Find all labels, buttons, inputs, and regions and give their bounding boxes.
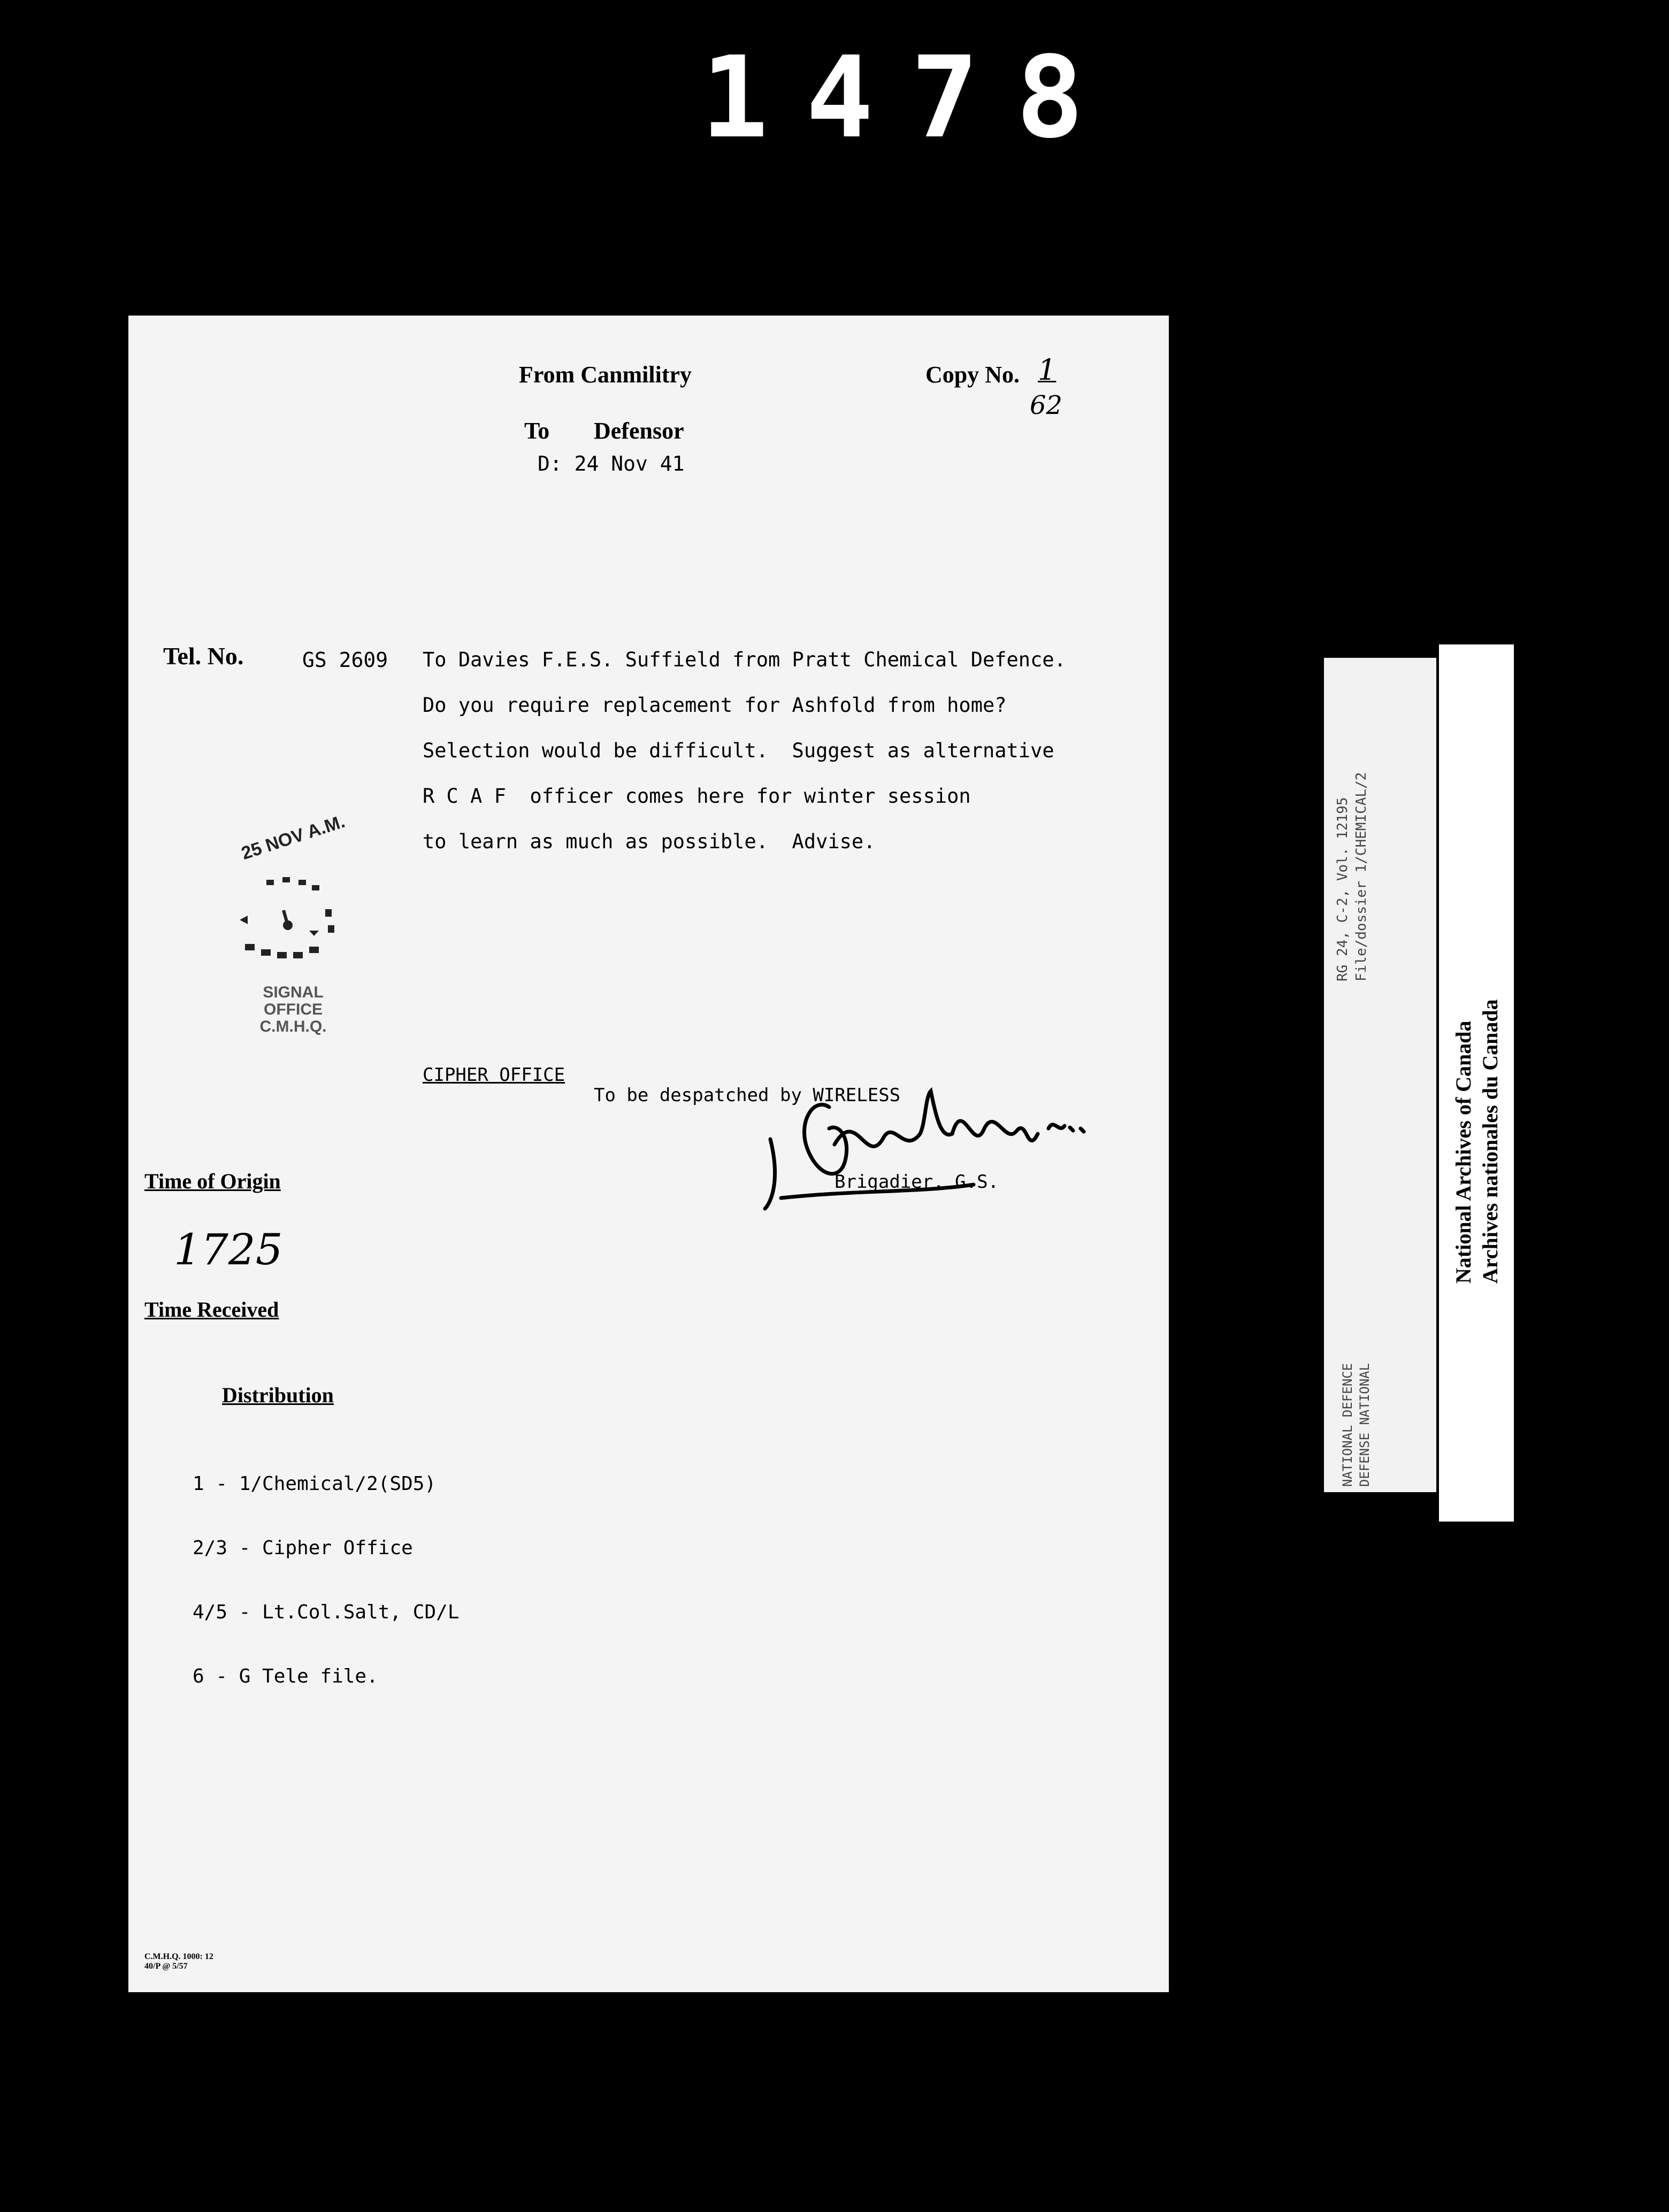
stamp-signal: SIGNAL [263, 984, 324, 1001]
time-of-origin-label: Time of Origin [144, 1169, 281, 1193]
message-line: Do you require replacement for Ashfold from home? [423, 694, 1007, 717]
distribution-title: Distribution [222, 1383, 334, 1407]
signature-icon [749, 1075, 1123, 1214]
time-of-origin-value: 1725 [174, 1225, 283, 1274]
archives-fr: Archives nationales du Canada [1478, 999, 1502, 1284]
archive-reference-strip [1324, 658, 1436, 1492]
copy-no-value: 1 [1038, 353, 1056, 387]
message-line: R C A F officer comes here for winter session [423, 785, 971, 808]
handwritten-ref: 62 [1030, 390, 1063, 420]
message-line: to learn as much as possible. Advise. [423, 830, 876, 853]
clock-dial-icon [224, 850, 363, 973]
distribution-list [193, 1431, 460, 1730]
dept-fr: DEFENSE NATIONAL [1357, 1363, 1372, 1487]
signal-office-stamp [224, 811, 363, 1043]
ref-line-2: File/dossier 1/CHEMICAL/2 [1353, 772, 1369, 981]
list-item: 2/3 - Cipher Office [193, 1537, 413, 1559]
archives-en: National Archives of Canada [1451, 1020, 1475, 1284]
dept-en: NATIONAL DEFENCE [1340, 1363, 1355, 1487]
telegram-page [128, 316, 1169, 1992]
copy-no-label: Copy No. [925, 362, 1020, 388]
despatch-instruction: To be despatched by WIRELESS [594, 1085, 901, 1106]
to-field: Defensor [594, 418, 684, 444]
form-code-line: C.M.H.Q. 1000: 12 [144, 1952, 213, 1961]
film-frame-number: 1478 [701, 32, 1121, 163]
list-item: 6 - G Tele file. [193, 1665, 378, 1687]
stamp-date: 25 NOV A.M. [239, 811, 348, 864]
signatory-title: Brigadier, G.S. [834, 1171, 999, 1193]
time-received-label: Time Received [144, 1297, 279, 1322]
from-field: From Canmilitry [519, 362, 692, 388]
national-archives-label [1439, 644, 1514, 1522]
list-item: 4/5 - Lt.Col.Salt, CD/L [193, 1601, 460, 1623]
stamp-office: OFFICE [264, 1001, 323, 1018]
tel-no-label: Tel. No. [163, 642, 244, 670]
tel-number: GS 2609 [302, 648, 388, 672]
form-code [144, 1952, 213, 1971]
message-line: Selection would be difficult. Suggest as alternative [423, 739, 1054, 762]
ref-line-1: RG 24, C-2, Vol. 12195 [1335, 797, 1351, 981]
message-line: To Davies F.E.S. Suffield from Pratt Chemical Defence. [423, 648, 1066, 671]
to-label: To [524, 418, 550, 444]
stamp-cmhq: C.M.H.Q. [259, 1018, 327, 1035]
cipher-office-label: CIPHER OFFICE [423, 1064, 565, 1086]
list-item: 1 - 1/Chemical/2(SD5) [193, 1473, 437, 1495]
form-code-line: 40/P @ 5/57 [144, 1962, 188, 1971]
date-field: D: 24 Nov 41 [538, 452, 685, 475]
